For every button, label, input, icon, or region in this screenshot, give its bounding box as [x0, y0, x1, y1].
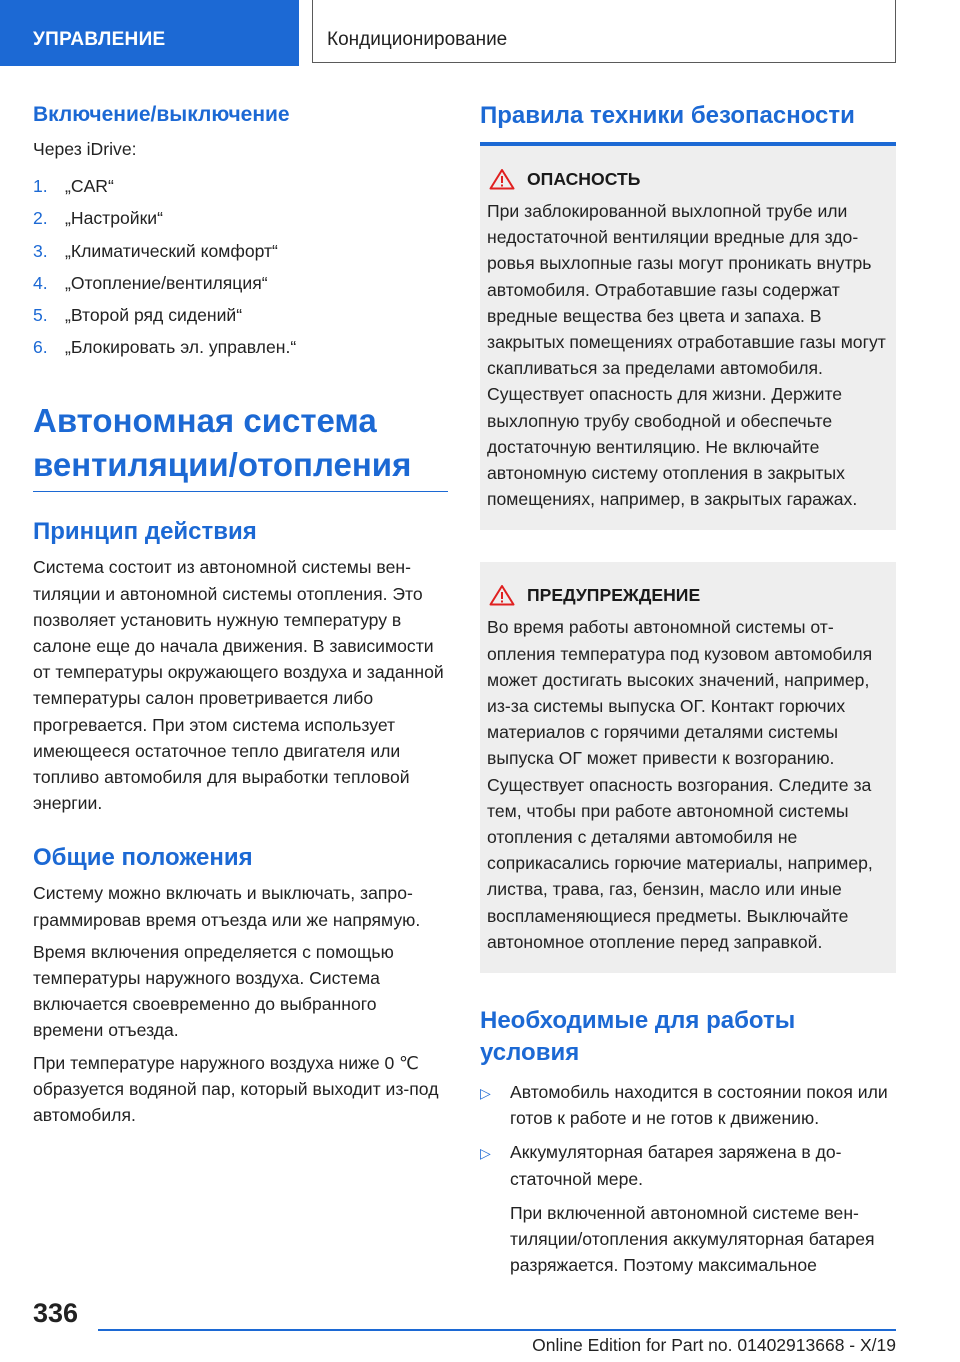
- header-section-label: УПРАВЛЕНИЕ: [33, 29, 166, 50]
- warning-triangle-icon: [489, 584, 515, 606]
- step-number: 3.: [33, 240, 48, 261]
- general-paragraph-3: При температуре наружного воздуха ниже 0 ℃ образуется водяной пар, который выходит из-под автомобиля.: [33, 1052, 439, 1126]
- general-paragraph-1: Систему можно включать и выключать, запрограммировав время отъезда или же напрямую.: [33, 883, 421, 930]
- right-column: [480, 100, 896, 1285]
- step-number: 1.: [33, 176, 48, 197]
- danger-title: ОПАСНОСТЬ: [527, 169, 641, 189]
- steps-list: [33, 170, 448, 363]
- danger-box: [480, 146, 896, 530]
- warning-title: ПРЕДУПРЕЖДЕНИЕ: [527, 585, 701, 606]
- principle-text: Система состоит из автономной системы вентиляции и автономной системы отопления. Это позволяет установить нужную температуру в салоне еще до начала движения. В зависимости от температуры окружающего воздуха и заданной температуры салон проветривается либо прогревается. При этом система использует имеющееся остаточное тепло двигателя или топливо автомобиля для выработки тепловой энергии.: [33, 557, 444, 814]
- triangle-bullet-icon: ▷: [480, 1085, 491, 1102]
- main-heading-line-1: Автономная система: [33, 402, 377, 440]
- list-item: [33, 267, 448, 299]
- step-number: 4.: [33, 272, 48, 293]
- warning-title-row: [487, 582, 886, 608]
- conditions-heading: [480, 1005, 896, 1069]
- conditions-heading-line-1: Необходимые для работы: [480, 1007, 796, 1035]
- footer-edition: Online Edition for Part no. 01402913668 - X/19: [532, 1335, 896, 1355]
- condition-text: Автомобиль находится в состоянии покоя или готов к работе и не готов к движению.: [510, 1082, 888, 1129]
- triangle-bullet-icon: ▷: [480, 1145, 491, 1162]
- header-title-box: [312, 0, 896, 63]
- step-text: „Второй ряд сидений“: [65, 305, 243, 326]
- conditions-list: [480, 1079, 896, 1192]
- warning-triangle-icon: [489, 168, 515, 190]
- warning-box: [480, 562, 896, 973]
- list-item: [33, 331, 448, 363]
- step-text: „Настройки“: [65, 208, 163, 229]
- safety-heading: Правила техники безопасности: [480, 102, 855, 129]
- principle-heading: Принцип действия: [33, 518, 257, 546]
- list-item: [33, 235, 448, 267]
- onoff-heading: Включение/выключение: [33, 103, 290, 126]
- header-title: Кондиционирование: [327, 29, 508, 50]
- list-item: [33, 170, 448, 202]
- step-text: „Отопление/вентиляция“: [65, 272, 268, 293]
- main-heading: [33, 399, 448, 492]
- danger-title-row: [487, 166, 886, 192]
- list-item: [33, 299, 448, 331]
- header-section-tab: [0, 0, 299, 66]
- via-text: Через iDrive:: [33, 139, 137, 159]
- conditions-note: При включенной автономной системе вентиляции/отопления аккумуляторная батарея разряжается. Поэтому максимальное: [510, 1202, 875, 1276]
- step-text: „CAR“: [65, 176, 114, 197]
- step-number: 5.: [33, 305, 48, 326]
- general-heading: Общие положения: [33, 844, 253, 872]
- conditions-heading-line-2: условия: [480, 1039, 580, 1067]
- step-text: „Блокировать эл. управлен.“: [65, 337, 297, 358]
- left-column: [33, 100, 448, 1134]
- main-heading-line-2: вентиляции/отопления: [33, 446, 412, 484]
- list-item: [480, 1079, 896, 1131]
- list-item: [33, 202, 448, 234]
- list-item: [480, 1139, 896, 1191]
- general-paragraph-2: Время включения определяется с помощью температуры наружного воздуха. Система включается своевременно до выбранного времени отъезда.: [33, 941, 394, 1041]
- condition-text: Аккумуляторная батарея заряжена в достаточной мере.: [510, 1142, 842, 1189]
- warning-text: Во время работы автономной системы отопления температура под кузовом автомобиля может достигать высоких значений, например, из-за системы выпуска ОГ. Контакт горючих материалов с горячими деталями системы выпуска ОГ может привести к возгоранию. Существует опасность возгорания. Следите за тем, чтобы при работе автономной системы отопления с деталями автомобиля не соприкасались горючие материалы, например, листва, трава, газ, бензин, масло или иные воспламеняющиеся предметы. Выключайте автономное отопление перед заправкой.: [487, 617, 873, 952]
- page-number: 336: [33, 1298, 79, 1328]
- danger-text: При заблокированной выхлопной трубе или недостаточной вентиляции вредные для здоровья выхлопные газы могут проникать внутрь автомобиля. Отработавшие газы содержат вредные вещества без цвета и запаха. В закрытых помещениях отработавшие газы могут скапливаться за пределами автомобиля. Существует опасность для жизни. Держите выхлопную трубу свободной и обеспечьте достаточную вентиляцию. Не включайте автономную систему отопления в закрытых помещениях, например, в закрытых гаражах.: [487, 201, 886, 510]
- step-text: „Климатический комфорт“: [65, 240, 278, 261]
- step-number: 6.: [33, 337, 48, 358]
- step-number: 2.: [33, 208, 48, 229]
